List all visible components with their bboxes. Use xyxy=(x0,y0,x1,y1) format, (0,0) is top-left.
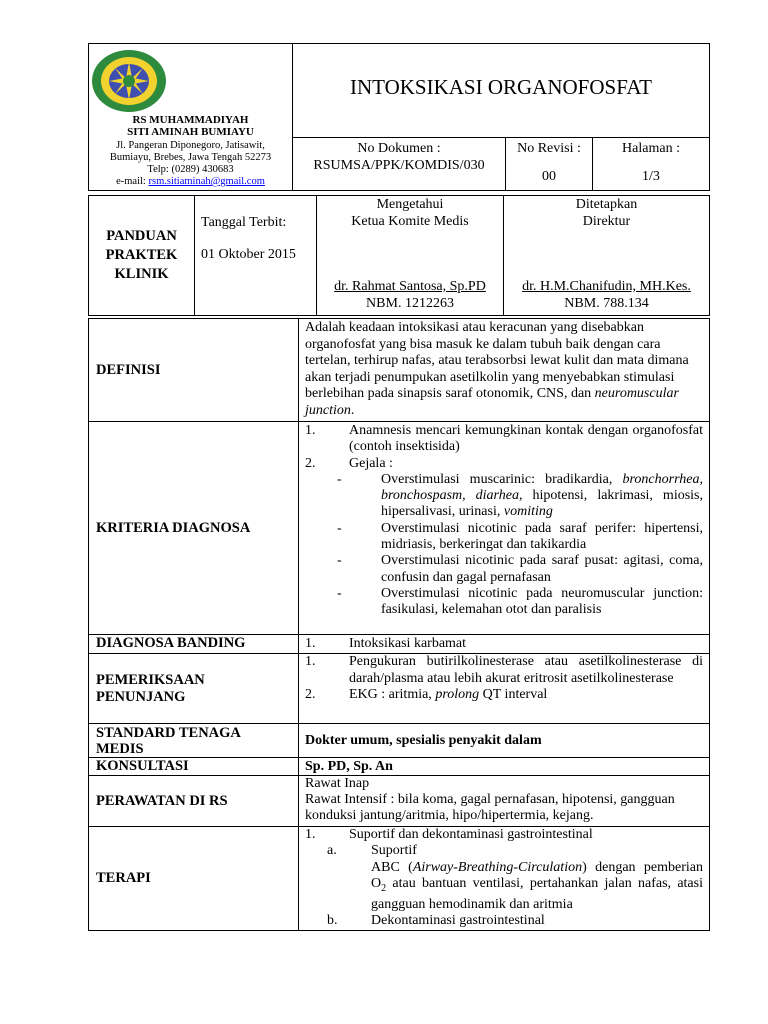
konsultasi-value: Sp. PD, Sp. An xyxy=(299,758,710,776)
hospital-name-2: SITI AMINAH BUMIAYU xyxy=(127,126,254,138)
terapi-item-1: 1. Suportif dan dekontaminasi gastrointestinal xyxy=(305,827,593,842)
perawatan-content xyxy=(299,776,710,827)
no-dokumen-cell xyxy=(293,138,506,191)
terapi-content xyxy=(299,827,710,931)
terapi-item-b: b. Dekontaminasi gastrointestinal xyxy=(327,913,545,929)
penunjang-row xyxy=(89,654,710,724)
banding-row xyxy=(89,635,710,654)
terapi-item-a-text: ABC (Airway-Breathing-Circulation) dengan pemberian $O_2$ atau bantuan ventilasi, pertahankan jalan nafas, atasi gangguan hemodinamik dan aritmia xyxy=(371,859,703,912)
halaman-value: 1/3 xyxy=(642,169,660,184)
perawatan-line-2: Rawat Intensif : bila koma, gagal pernafasan, hipotensi, gangguan konduksi jantung/aritmia, hipo/hipertermia, kejang. xyxy=(305,792,675,823)
list-number: 1. xyxy=(305,827,316,842)
title-cell xyxy=(293,44,710,138)
ditetapkan-nbm: NBM. 788.134 xyxy=(564,296,649,311)
list-number: 1. xyxy=(305,423,316,438)
content-table xyxy=(88,318,710,931)
tanggal-label: Tanggal Terbit: xyxy=(201,215,287,230)
ditetapkan-name: dr. H.M.Chanifudin, MH.Kes. xyxy=(522,279,691,294)
mengetahui-cell xyxy=(317,196,504,316)
definisi-content xyxy=(299,319,710,422)
halaman-cell xyxy=(593,138,710,191)
definisi-label: DEFINISI xyxy=(89,319,299,422)
logo-icon xyxy=(89,48,169,118)
tenaga-value: Dokter umum, spesialis penyakit dalam xyxy=(299,724,710,758)
ditetapkan-cell xyxy=(504,196,710,316)
email-link[interactable]: rsm.sitiaminah@gmail.com xyxy=(148,176,265,187)
gejala-item-1: - Overstimulasi muscarinic: bradikardia, bronchorrhea, bronchospasm, diarhea, hipotensi, lakrimasi, miosis, hipersalivasi, urinasi, vomiting xyxy=(337,471,703,520)
email-line xyxy=(89,176,292,188)
terapi-row xyxy=(89,827,710,931)
doc-type-3: KLINIK xyxy=(114,266,169,282)
konsultasi-label: KONSULTASI xyxy=(89,758,299,776)
mengetahui-label: Mengetahui xyxy=(376,197,444,212)
tanggal-cell xyxy=(195,196,317,316)
kriteria-content xyxy=(299,422,710,635)
hospital-address xyxy=(89,140,292,188)
gejala-item-2: - Overstimulasi nicotinic pada saraf perifer: hipertensi, midriasis, berkeringat dan takikardia xyxy=(337,520,703,553)
gejala-item-4: - Overstimulasi nicotinic pada neuromuscular junction: fasikulasi, kelemahan otot dan paralisis xyxy=(337,585,703,618)
mengetahui-nbm: NBM. 1212263 xyxy=(366,296,454,311)
terapi-item-a: a. Suportif xyxy=(327,843,417,859)
tenaga-row xyxy=(89,724,710,758)
halaman-label: Halaman : xyxy=(622,141,680,156)
terapi-label: TERAPI xyxy=(89,827,299,931)
penunjang-item-2: 2. EKG : aritmia, prolong QT interval xyxy=(305,687,548,702)
kriteria-item-1: 1. Anamnesis mencari kemungkinan kontak dengan organofosfat (contoh insektisida) xyxy=(305,423,703,455)
penunjang-item-1: 1. Pengukuran butirilkolinesterase atau asetilkolinesterase di darah/plasma atau lebih akurat eritrosit asetilkolinesterase xyxy=(305,654,703,686)
perawatan-row xyxy=(89,776,710,827)
ditetapkan-role: Direktur xyxy=(582,214,631,229)
mengetahui-role: Ketua Komite Medis xyxy=(351,214,469,229)
list-number: 1. xyxy=(305,654,316,669)
hospital-name-1: RS MUHAMMADIYAH xyxy=(132,114,249,126)
doc-type-1: PANDUAN xyxy=(106,228,177,244)
konsultasi-row xyxy=(89,758,710,776)
no-revisi-cell xyxy=(506,138,593,191)
address-line-2: Bumiayu, Brebes, Jawa Tengah 52273 xyxy=(109,152,272,163)
doc-type-cell xyxy=(89,196,195,316)
no-dokumen-label: No Dokumen : xyxy=(357,141,441,156)
no-dokumen-value: RSUMSA/PPK/KOMDIS/030 xyxy=(313,158,485,173)
ditetapkan-signature xyxy=(504,278,709,312)
address-line-1: Jl. Pangeran Diponegoro, Jatisawit, xyxy=(116,140,265,151)
no-revisi-value: 00 xyxy=(542,169,556,184)
penunjang-label: PEMERIKSAAN PENUNJANG xyxy=(89,654,299,724)
banding-item-1: 1. Intoksikasi karbamat xyxy=(305,636,467,651)
email-label: e-mail: xyxy=(116,176,149,187)
mengetahui-signature xyxy=(317,278,503,312)
tenaga-label: STANDARD TENAGA MEDIS xyxy=(89,724,299,758)
perawatan-line-1: Rawat Inap xyxy=(305,776,370,791)
penunjang-content xyxy=(299,654,710,724)
definisi-end: . xyxy=(350,402,355,418)
definisi-row xyxy=(89,319,710,422)
list-number: 2. xyxy=(305,687,316,702)
ditetapkan-label: Ditetapkan xyxy=(575,197,638,212)
banding-label: DIAGNOSA BANDING xyxy=(89,635,299,654)
no-revisi-label: No Revisi : xyxy=(517,141,581,156)
page-title: INTOKSIKASI ORGANOFOSFAT xyxy=(349,75,652,99)
definisi-text: Adalah keadaan intoksikasi atau keracunan yang disebabkan organofosfat yang bisa masuk ke dalam tubuh baik dengan cara tertelan, terhirup nafas, atau terabsorbsi lewat kulit dan mata dimana akan terjadi penumpukan asetilkolin yang menyebabkan stimulasi berlebihan pada sinapsis saraf otonomik, CNS, dan xyxy=(305,320,689,401)
kriteria-item-2: 2. Gejala : xyxy=(305,455,393,471)
list-number: 1. xyxy=(305,636,316,651)
hospital-logo xyxy=(89,44,292,114)
definisi-italic: neuromuscular junction xyxy=(305,386,679,418)
perawatan-label: PERAWATAN DI RS xyxy=(89,776,299,827)
mengetahui-name: dr. Rahmat Santosa, Sp.PD xyxy=(334,279,486,294)
tanggal-value: 01 Oktober 2015 xyxy=(201,247,296,262)
kriteria-label: KRITERIA DIAGNOSA xyxy=(89,422,299,635)
approval-table xyxy=(88,195,710,316)
gejala-item-3: - Overstimulasi nicotinic pada saraf pusat: agitasi, coma, confusin dan gagal pernafasan xyxy=(337,553,703,585)
phone-text: Telp: (0289) 430683 xyxy=(147,164,234,175)
banding-content xyxy=(299,635,710,654)
kriteria-row xyxy=(89,422,710,635)
doc-type-2: PRAKTEK xyxy=(105,247,178,263)
list-number: 2. xyxy=(305,455,316,471)
